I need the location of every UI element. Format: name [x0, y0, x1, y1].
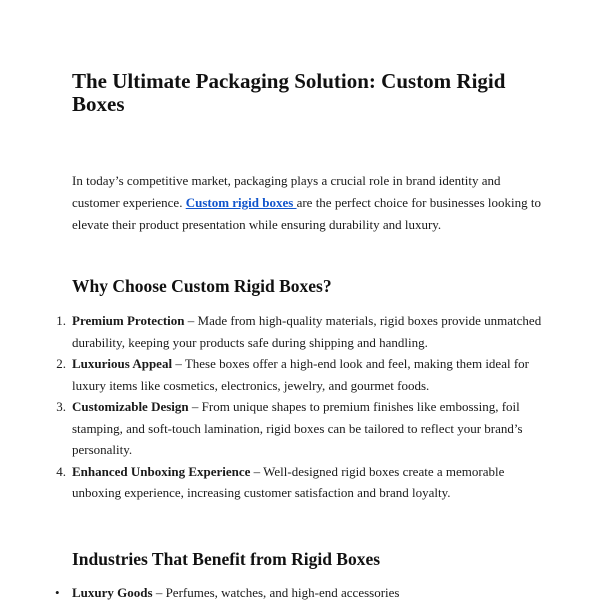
industries-list — [55, 582, 542, 604]
list-item-text: – From unique shapes to premium finishes like embossing, foil stamping, and soft-touch lamination, rigid boxes can be tailored to reflect your brand’s personality. — [72, 399, 523, 457]
list-item-term: Premium Protection — [72, 313, 185, 328]
list-item-term: Customizable Design — [72, 399, 189, 414]
intro-paragraph — [72, 170, 542, 236]
page-title: The Ultimate Packaging Solution: Custom Rigid Boxes — [72, 69, 506, 116]
custom-rigid-boxes-link[interactable]: Custom rigid boxes — [185, 195, 297, 210]
list-item — [55, 582, 542, 604]
list-item-text: – Perfumes, watches, and high-end accessories — [152, 585, 400, 600]
list-number: 2. — [56, 356, 66, 371]
list-item-text: – Made from high-quality materials, rigid boxes provide unmatched durability, keeping your products safe during shipping and handling. — [72, 313, 542, 350]
list-item — [56, 396, 542, 461]
list-number: 3. — [56, 399, 66, 414]
intro-text-before: In today’s competitive market, packaging plays a crucial role in brand identity and customer experience. — [72, 173, 501, 210]
list-item — [56, 310, 542, 353]
why-choose-heading: Why Choose Custom Rigid Boxes? — [72, 276, 332, 296]
intro-text-after: are the perfect choice for businesses looking to elevate their product presentation while ensuring durability and luxury. — [72, 195, 541, 232]
list-item — [56, 353, 542, 396]
list-item-term: Enhanced Unboxing Experience — [72, 463, 251, 479]
reasons-list — [56, 310, 542, 504]
bullet-icon: • — [55, 585, 60, 600]
industries-heading: Industries That Benefit from Rigid Boxes — [72, 549, 381, 569]
list-number: 4. — [56, 463, 66, 479]
list-number: 1. — [56, 313, 66, 328]
list-item — [56, 461, 542, 504]
list-item-term: Luxury Goods — [72, 585, 153, 600]
list-item-text: – Well-designed rigid boxes create a memorable unboxing experience, increasing customer satisfaction and brand loyalty. — [72, 463, 505, 500]
list-item-term: Luxurious Appeal — [72, 356, 173, 371]
list-item-text: – These boxes offer a high-end look and feel, making them ideal for luxury items like cosmetics, electronics, jewelry, and gourmet foods. — [72, 356, 529, 393]
